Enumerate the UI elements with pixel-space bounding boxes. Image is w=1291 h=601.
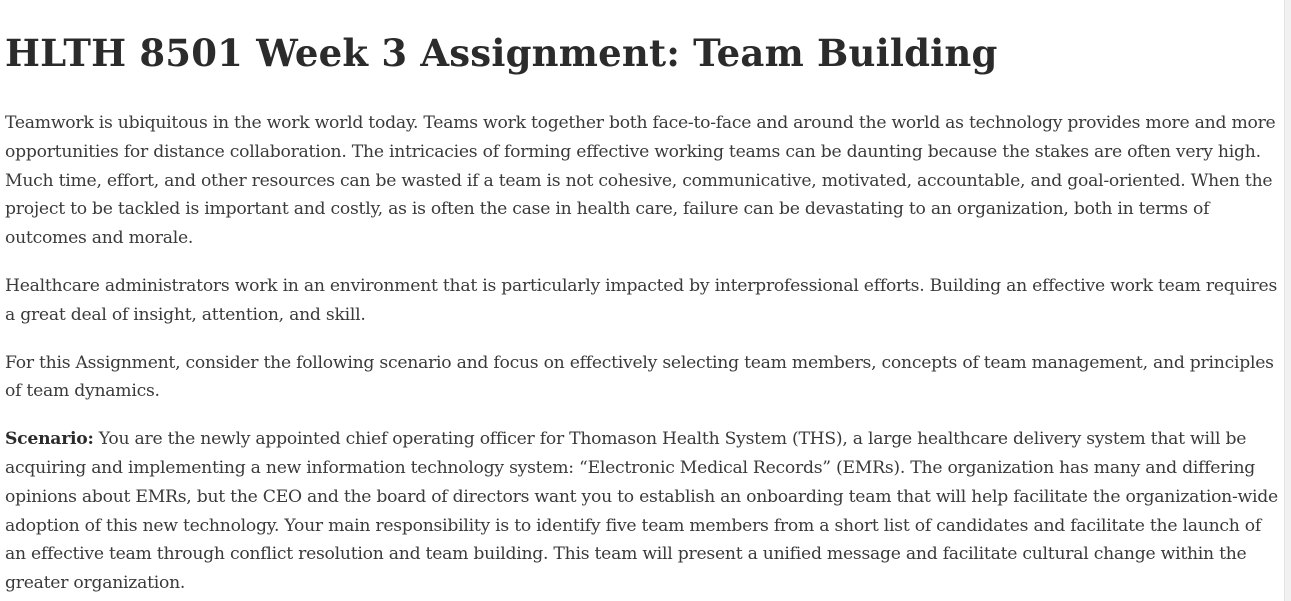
admin-paragraph: Healthcare administrators work in an environment that is particularly impacted by interprofessional efforts. Building an effective work team requires a great deal of insight, attention, and skill. bbox=[5, 275, 1278, 325]
page-title: HLTH 8501 Week 3 Assignment: Team Building bbox=[5, 31, 998, 75]
scenario-paragraph bbox=[5, 425, 1280, 598]
page-scrollbar[interactable] bbox=[1284, 0, 1291, 601]
scenario-text: You are the newly appointed chief operating officer for Thomason Health System (THS), a large healthcare delivery system that will be acquiring and implementing a new information technology system: “Electronic Medical Records” (EMRs). The organization has many and differing opinions about EMRs, but the CEO and the board of directors want you to establish an onboarding team that will help facilitate the organization-wide adoption of this new technology. Your main responsibility is to identify five team members from a short list of candidates and facilitate the launch of an effective team through conflict resolution and team building. This team will present a unified message and facilitate cultural change within the greater organization. bbox=[5, 429, 1278, 594]
article-content bbox=[5, 0, 1280, 598]
scenario-label: Scenario: bbox=[5, 429, 94, 450]
intro-paragraph: Teamwork is ubiquitous in the work world today. Teams work together both face-to-face and around the world as technology provides more and more opportunities for distance collaboration. The intricacies of forming effective working teams can be daunting because the stakes are often very high. Much time, effort, and other resources can be wasted if a team is not cohesive, communicative, motivated, accountable, and goal-oriented. When the project to be tackled is important and costly, as is often the case in health care, failure can be devastating to an organization, both in terms of outcomes and morale. bbox=[5, 113, 1276, 249]
assignment-paragraph: For this Assignment, consider the following scenario and focus on effectively selecting team members, concepts of team management, and principles of team dynamics. bbox=[5, 352, 1274, 402]
